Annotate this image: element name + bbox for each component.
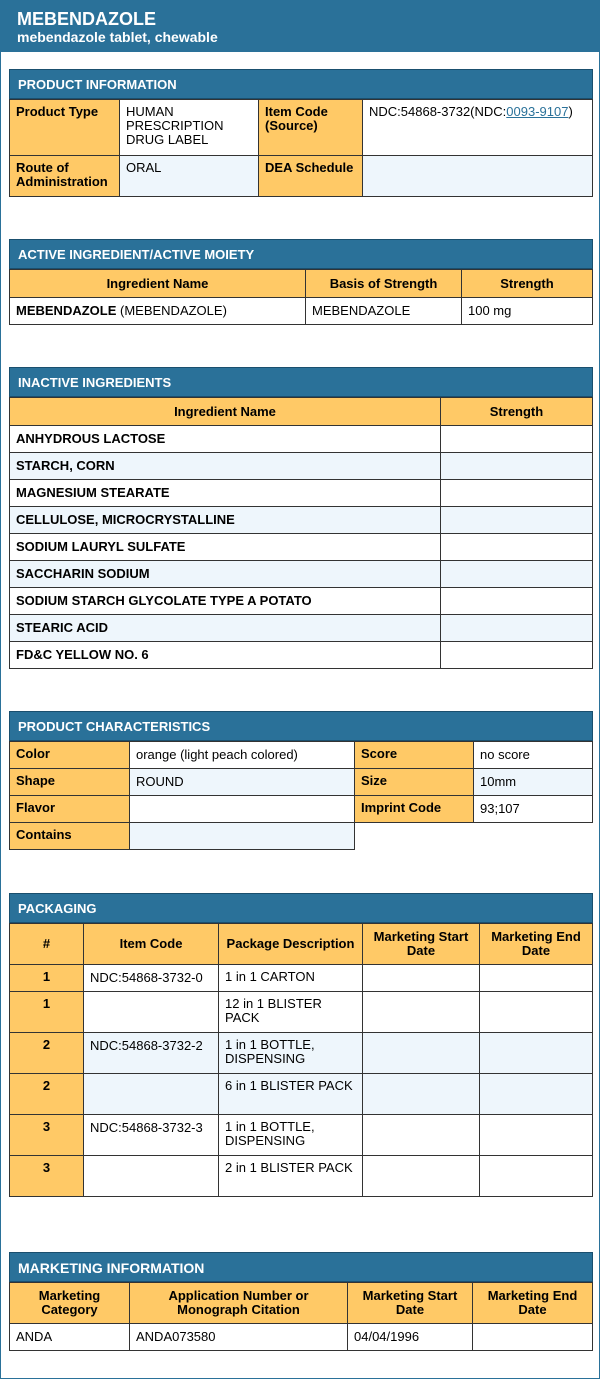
product-information-section <box>9 69 593 197</box>
item-code-suffix: ) <box>568 104 573 119</box>
ingredient-name: SODIUM LAURYL SULFATE <box>10 534 441 561</box>
ingredient-name: FD&C YELLOW NO. 6 <box>10 642 441 669</box>
ingredient-name: STARCH, CORN <box>10 453 441 480</box>
packaging-table <box>9 923 593 1197</box>
column-header: Package Description <box>219 924 363 965</box>
package-start-date <box>363 1156 480 1197</box>
package-start-date <box>363 992 480 1033</box>
package-description: 6 in 1 BLISTER PACK <box>219 1074 363 1115</box>
product-characteristics-section <box>9 711 593 850</box>
ingredient-name: SACCHARIN SODIUM <box>10 561 441 588</box>
flavor-value <box>130 796 355 823</box>
column-header: Marketing Start Date <box>348 1283 473 1324</box>
route-value: ORAL <box>120 156 259 197</box>
strength: 100 mg <box>462 298 593 325</box>
package-start-date <box>363 1074 480 1115</box>
basis-of-strength: MEBENDAZOLE <box>306 298 462 325</box>
ingredient-strength <box>441 588 593 615</box>
table-row <box>10 453 593 480</box>
column-header: Basis of Strength <box>306 270 462 298</box>
packaging-section <box>9 893 593 1197</box>
title-bar <box>1 1 599 52</box>
section-heading: PRODUCT CHARACTERISTICS <box>9 711 593 741</box>
score-value: no score <box>474 742 593 769</box>
package-number: 3 <box>10 1115 84 1156</box>
column-header: Strength <box>441 398 593 426</box>
product-characteristics-table <box>9 741 593 850</box>
table-row <box>10 796 593 823</box>
ingredient-strength <box>441 507 593 534</box>
package-end-date <box>480 965 593 992</box>
ingredient-name: ANHYDROUS LACTOSE <box>10 426 441 453</box>
score-label: Score <box>355 742 474 769</box>
marketing-category: ANDA <box>10 1324 130 1351</box>
application-number: ANDA073580 <box>130 1324 348 1351</box>
ingredient-strength <box>441 615 593 642</box>
table-row <box>10 965 593 992</box>
table-row <box>10 1156 593 1197</box>
product-type-label: Product Type <box>10 100 120 156</box>
dea-schedule-value <box>363 156 593 197</box>
package-item-code <box>84 992 219 1033</box>
ingredient-name: STEARIC ACID <box>10 615 441 642</box>
section-heading: PRODUCT INFORMATION <box>9 69 593 99</box>
ingredient-strength <box>441 561 593 588</box>
contains-label: Contains <box>10 823 130 850</box>
drug-title: MEBENDAZOLE <box>17 9 156 29</box>
ingredient-moiety: (MEBENDAZOLE) <box>116 303 227 318</box>
table-row <box>10 1115 593 1156</box>
table-row <box>10 1074 593 1115</box>
route-label: Route of Administration <box>10 156 120 197</box>
imprint-code-label: Imprint Code <box>355 796 474 823</box>
column-header: Marketing End Date <box>480 924 593 965</box>
package-item-code: NDC:54868-3732-0 <box>84 965 219 992</box>
column-header: Item Code <box>84 924 219 965</box>
table-row <box>10 507 593 534</box>
marketing-information-table <box>9 1282 593 1351</box>
table-row <box>10 769 593 796</box>
color-value: orange (light peach colored) <box>130 742 355 769</box>
inactive-ingredients-section <box>9 367 593 669</box>
table-row <box>10 992 593 1033</box>
package-start-date <box>363 1033 480 1074</box>
package-description: 1 in 1 BOTTLE, DISPENSING <box>219 1115 363 1156</box>
table-row <box>10 742 593 769</box>
package-item-code <box>84 1074 219 1115</box>
package-item-code <box>84 1156 219 1197</box>
package-description: 1 in 1 CARTON <box>219 965 363 992</box>
package-number: 1 <box>10 965 84 992</box>
table-row <box>10 615 593 642</box>
item-code-label: Item Code (Source) <box>259 100 363 156</box>
table-row <box>10 588 593 615</box>
contains-value <box>130 823 355 850</box>
column-header: # <box>10 924 84 965</box>
package-number: 2 <box>10 1074 84 1115</box>
marketing-start-date: 04/04/1996 <box>348 1324 473 1351</box>
table-row <box>10 480 593 507</box>
package-number: 3 <box>10 1156 84 1197</box>
ingredient-strength <box>441 426 593 453</box>
package-item-code: NDC:54868-3732-3 <box>84 1115 219 1156</box>
ingredient-name: MAGNESIUM STEARATE <box>10 480 441 507</box>
column-header: Marketing Category <box>10 1283 130 1324</box>
flavor-label: Flavor <box>10 796 130 823</box>
product-information-table <box>9 99 593 197</box>
table-row <box>10 823 593 850</box>
ingredient-strength <box>441 480 593 507</box>
ingredient-strength <box>441 534 593 561</box>
package-description: 2 in 1 BLISTER PACK <box>219 1156 363 1197</box>
package-end-date <box>480 1074 593 1115</box>
column-header: Strength <box>462 270 593 298</box>
section-heading: ACTIVE INGREDIENT/ACTIVE MOIETY <box>9 239 593 269</box>
ingredient-strength <box>441 642 593 669</box>
package-end-date <box>480 992 593 1033</box>
source-ndc-link[interactable]: 0093-9107 <box>506 104 569 119</box>
package-end-date <box>480 1156 593 1197</box>
table-row <box>10 1324 593 1351</box>
column-header: Application Number or Monograph Citation <box>130 1283 348 1324</box>
column-header: Ingredient Name <box>10 270 306 298</box>
shape-label: Shape <box>10 769 130 796</box>
package-item-code: NDC:54868-3732-2 <box>84 1033 219 1074</box>
column-header: Ingredient Name <box>10 398 441 426</box>
table-row <box>10 426 593 453</box>
table-row <box>10 298 593 325</box>
package-start-date <box>363 1115 480 1156</box>
item-code-value <box>363 100 593 156</box>
package-start-date <box>363 965 480 992</box>
ingredient-strength <box>441 453 593 480</box>
section-heading: INACTIVE INGREDIENTS <box>9 367 593 397</box>
imprint-code-value: 93;107 <box>474 796 593 823</box>
section-heading: MARKETING INFORMATION <box>9 1252 593 1282</box>
column-header: Marketing End Date <box>473 1283 593 1324</box>
shape-value: ROUND <box>130 769 355 796</box>
table-row <box>10 642 593 669</box>
empty-cell <box>355 823 593 850</box>
package-end-date <box>480 1115 593 1156</box>
active-ingredient-table <box>9 269 593 325</box>
table-row <box>10 561 593 588</box>
ingredient-name: SODIUM STARCH GLYCOLATE TYPE A POTATO <box>10 588 441 615</box>
package-end-date <box>480 1033 593 1074</box>
table-row <box>10 534 593 561</box>
item-code-prefix: NDC:54868-3732(NDC: <box>369 104 507 119</box>
product-type-value: HUMAN PRESCRIPTION DRUG LABEL <box>120 100 259 156</box>
inactive-ingredients-table <box>9 397 593 669</box>
marketing-information-section <box>9 1252 593 1351</box>
ingredient-name-bold: MEBENDAZOLE <box>16 303 117 318</box>
table-row <box>10 1033 593 1074</box>
package-description: 1 in 1 BOTTLE, DISPENSING <box>219 1033 363 1074</box>
ingredient-name: CELLULOSE, MICROCRYSTALLINE <box>10 507 441 534</box>
column-header: Marketing Start Date <box>363 924 480 965</box>
package-number: 1 <box>10 992 84 1033</box>
section-heading: PACKAGING <box>9 893 593 923</box>
size-value: 10mm <box>474 769 593 796</box>
color-label: Color <box>10 742 130 769</box>
marketing-end-date <box>473 1324 593 1351</box>
package-number: 2 <box>10 1033 84 1074</box>
ingredient-name <box>10 298 306 325</box>
dea-schedule-label: DEA Schedule <box>259 156 363 197</box>
active-ingredient-section <box>9 239 593 325</box>
drug-subtitle: mebendazole tablet, chewable <box>17 29 218 45</box>
size-label: Size <box>355 769 474 796</box>
package-description: 12 in 1 BLISTER PACK <box>219 992 363 1033</box>
